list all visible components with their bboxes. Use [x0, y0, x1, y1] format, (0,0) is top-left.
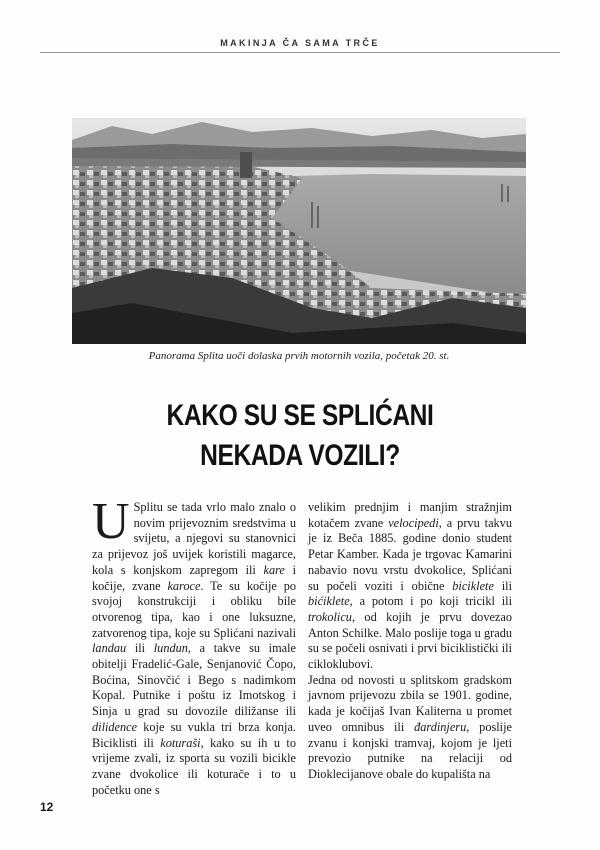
headline-line-2: NEKADA VOZILI?	[200, 439, 400, 472]
paragraph-1-continued: velikim prednjim i manjim stražnjim kotačem zvane velocipedi, a prvu takvu je iz Beča 1885. godine donio student Petar Kamber. Kada je trgovac Kamarini nabavio novu vrstu dvokolice, Splićani su počeli voziti i obične biciklete ili bićiklete, a potom i po koji tricikl ili trokolicu, od kojih je prvu dovezao Anton Schilke. Malo poslije toga u gradu su se počeli osnivati i prvi biciklistički ili cikloklubovi.	[308, 500, 512, 672]
article-headline	[87, 396, 513, 476]
header-rule	[40, 52, 560, 53]
paragraph-2: Jedna od novosti u splitskom gradskom javnom prijevozu zbila se 1901. godine, kada je kočijaš Ivan Kaliterna u promet uveo omnibus ili đardinjeru, poslije zvanu i konjski tramvaj, kojom je ljeti prevozio putnike na relaciji od Dioklecijanove obale do kupališta na	[308, 672, 512, 781]
paragraph-1: U Splitu se tada vrlo malo znalo o novim prijevoznim sredstvima u svijetu, a njegovi su stanovnici za prijevoz još uvijek koristili magarce, kola s konjskom zapregom ili kare i kočije, zvane karoce. Te su kočije po svojoj konstrukciji i obliku bile otvorenog tipa, kao i one luksuzne, zatvorenog tipa, koje su Splićani nazivali landau ili lundun, a takve su imale obitelji Fradelić-Gale, Senjanović Čopo, Boćina, Sinovčić i Bego s nadimkom Kopal. Putnike i poštu iz Imotskog i Sinja u grad su dovozile diližanse ili dilidence koje su vukla tri brza konja. Biciklisti ili koturaši, kako su ih u to vrijeme zvali, iz sporta su vozili bicikle zvane dvokolice ili koturače i to u početku one s	[92, 493, 296, 797]
headline-line-1: KAKO SU SE SPLIĆANI	[166, 399, 434, 432]
page-number: 12	[40, 800, 54, 814]
figure-caption: Panorama Splita uoči dolaska prvih motornih vozila, početak 20. st.	[148, 350, 450, 362]
body-column-1	[92, 493, 296, 798]
panorama-image	[72, 118, 526, 344]
running-title: MAKINJA ČA SAMA TRČE	[220, 38, 380, 48]
panorama-photo	[72, 118, 526, 344]
body-column-2	[308, 500, 512, 783]
running-header	[40, 38, 560, 54]
drop-cap: U	[92, 493, 130, 550]
